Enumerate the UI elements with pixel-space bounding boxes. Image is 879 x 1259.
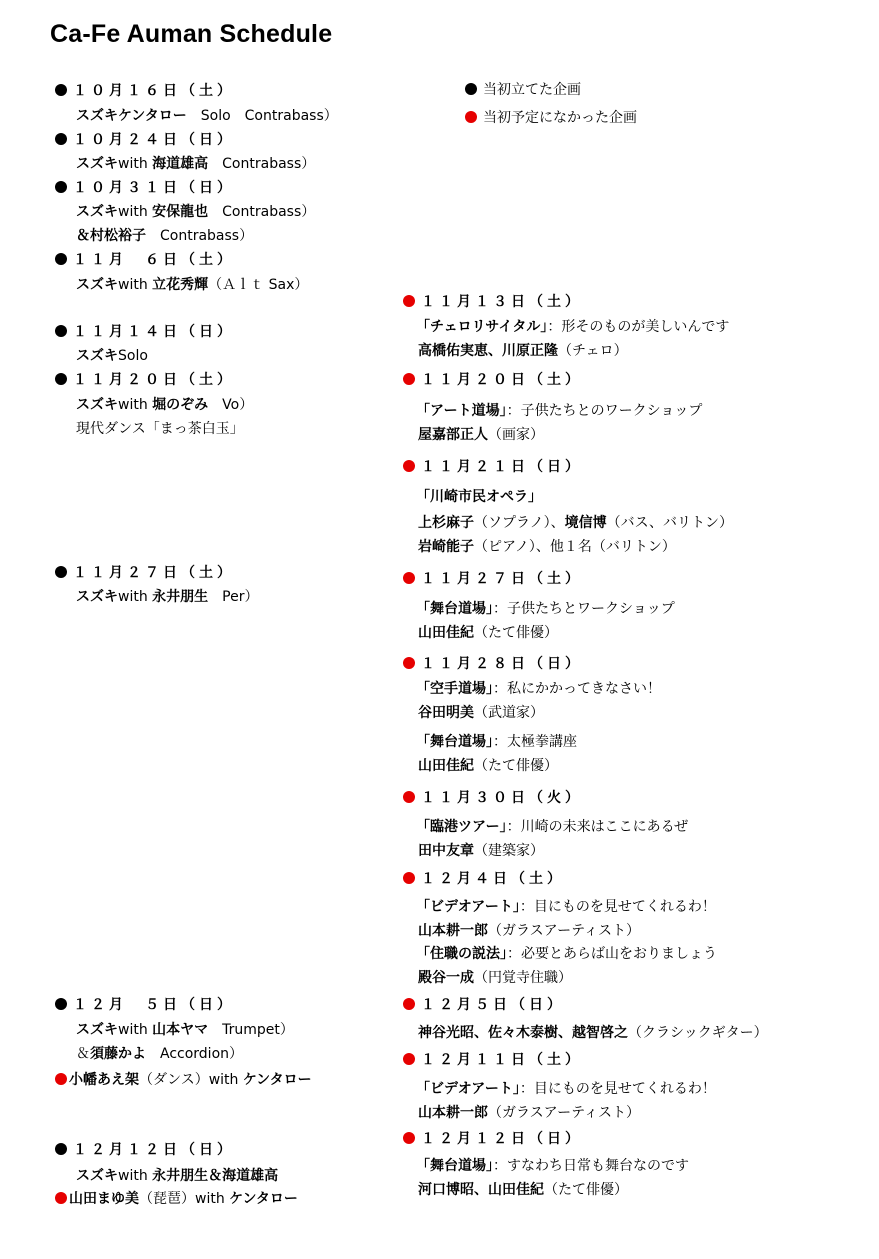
event-detail: 小幡あえ架（ダンス）with ケンタロー	[55, 1071, 312, 1089]
red-dot-icon	[403, 998, 415, 1010]
event-date: １２月１２日（日）	[403, 1130, 583, 1148]
event-performer: 河口博昭、山田佳紀（たて俳優）	[418, 1182, 628, 1198]
event-detail: ＆須藤かよ Accordion）	[76, 1046, 244, 1062]
black-dot-icon	[55, 181, 67, 193]
black-dot-icon	[55, 253, 67, 265]
red-dot-icon	[403, 1132, 415, 1144]
event-date: １１月２７日（土）	[403, 570, 583, 588]
event-title: 「臨港ツアー」：川崎の未来はここにあるぜ	[416, 819, 689, 835]
event-date: １１月２１日（日）	[403, 458, 583, 476]
event-title: 「ビデオアート」：目にものを見せてくれるわ！	[416, 1081, 716, 1097]
page-title: Ca-Fe Auman Schedule	[50, 20, 333, 48]
legend-unplanned: 当初予定になかった企画	[465, 109, 637, 127]
event-date: １２月１２日（日）	[55, 1141, 235, 1159]
event-performer: 山本耕一郎（ガラスアーティスト）	[418, 923, 641, 939]
event-date: １０月２４日（日）	[55, 131, 235, 149]
event-title: 「舞台道場」：すなわち日常も舞台なのです	[416, 1158, 689, 1174]
event-performer: 上杉麻子（ソプラノ）、境信博（バス、バリトン）	[418, 515, 734, 531]
event-title: 「チェロリサイタル」：形そのものが美しいんです	[416, 319, 730, 335]
event-title: 「住職の説法」：必要とあらば山をおりましょう	[416, 946, 717, 962]
red-dot-icon	[403, 295, 415, 307]
event-date: １２月 ５日（日）	[55, 996, 235, 1014]
red-dot-icon	[403, 791, 415, 803]
event-performer: 田中友章（建築家）	[418, 843, 544, 859]
event-performer: 谷田明美（武道家）	[418, 705, 544, 721]
black-dot-icon	[55, 1143, 67, 1155]
event-performer: 神谷光昭、佐々木泰樹、越智啓之（クラシックギター）	[418, 1025, 768, 1041]
black-dot-icon	[55, 998, 67, 1010]
event-detail: スズキwith 立花秀輝（Ａｌｔ Sax）	[76, 277, 309, 293]
legend-planned: 当初立てた企画	[465, 81, 581, 99]
event-performer: 山本耕一郎（ガラスアーティスト）	[418, 1105, 641, 1121]
black-dot-icon	[55, 373, 67, 385]
event-title: 「ビデオアート」：目にものを見せてくれるわ！	[416, 899, 716, 915]
event-date: １０月３１日（日）	[55, 179, 235, 197]
event-date: １１月２８日（日）	[403, 655, 583, 673]
event-title: 「舞台道場」：子供たちとワークショップ	[416, 601, 675, 617]
black-dot-icon	[55, 325, 67, 337]
event-date: １０月１６日（土）	[55, 82, 235, 100]
event-date: １２月５日（日）	[403, 996, 565, 1014]
event-detail: スズキwith 海道雄高 Contrabass）	[76, 156, 316, 172]
event-date: １１月３０日（火）	[403, 789, 583, 807]
event-date: １１月１４日（日）	[55, 323, 235, 341]
red-dot-icon	[403, 1053, 415, 1065]
event-performer: 殿谷一成（円覚寺住職）	[418, 970, 572, 986]
event-performer: 山田佳紀（たて俳優）	[418, 758, 558, 774]
event-detail: スズキSolo	[76, 348, 148, 364]
event-title: 「アート道場」：子供たちとのワークショップ	[416, 403, 703, 419]
event-detail: スズキwith 永井朋生＆海道雄高	[76, 1168, 279, 1184]
black-dot-icon	[55, 566, 67, 578]
red-dot-icon	[403, 373, 415, 385]
event-performer: 山田佳紀（たて俳優）	[418, 625, 558, 641]
event-detail: スズキケンタロー Solo Contrabass）	[76, 108, 338, 124]
red-dot-icon	[55, 1073, 67, 1085]
event-performer: 岩崎能子（ピアノ）、他１名（バリトン）	[418, 539, 676, 555]
black-dot-icon	[55, 133, 67, 145]
event-date: １２月４日（土）	[403, 870, 565, 888]
red-dot-icon	[403, 872, 415, 884]
event-title: 「舞台道場」：太極拳講座	[416, 734, 577, 750]
event-detail: ＆村松裕子 Contrabass）	[76, 228, 254, 244]
event-performer: 高橋佑実恵、川原正隆（チェロ）	[418, 343, 628, 359]
event-date: １１月２７日（土）	[55, 564, 235, 582]
black-dot-icon	[55, 84, 67, 96]
event-performer: 屋嘉部正人（画家）	[418, 427, 544, 443]
black-dot-icon	[465, 83, 477, 95]
event-date: １１月２０日（土）	[55, 371, 235, 389]
event-date: １２月１１日（土）	[403, 1051, 583, 1069]
event-title: 「川崎市民オペラ」	[416, 489, 542, 505]
event-date: １１月 ６日（土）	[55, 251, 235, 269]
event-detail: スズキwith 安保龍也 Contrabass）	[76, 204, 316, 220]
event-detail: 現代ダンス「まっ茶白玉」	[76, 421, 244, 437]
event-detail: スズキwith 山本ヤマ Trumpet）	[76, 1022, 294, 1038]
red-dot-icon	[403, 572, 415, 584]
red-dot-icon	[55, 1192, 67, 1204]
red-dot-icon	[403, 657, 415, 669]
event-date: １１月１３日（土）	[403, 293, 583, 311]
event-title: 「空手道場」：私にかかってきなさい！	[416, 681, 661, 697]
event-detail: スズキwith 堀のぞみ Vo）	[76, 397, 254, 413]
red-dot-icon	[465, 111, 477, 123]
event-detail: スズキwith 永井朋生 Per）	[76, 589, 259, 605]
red-dot-icon	[403, 460, 415, 472]
event-date: １１月２０日（土）	[403, 371, 583, 389]
event-detail: 山田まゆ美（琵琶）with ケンタロー	[55, 1190, 298, 1208]
